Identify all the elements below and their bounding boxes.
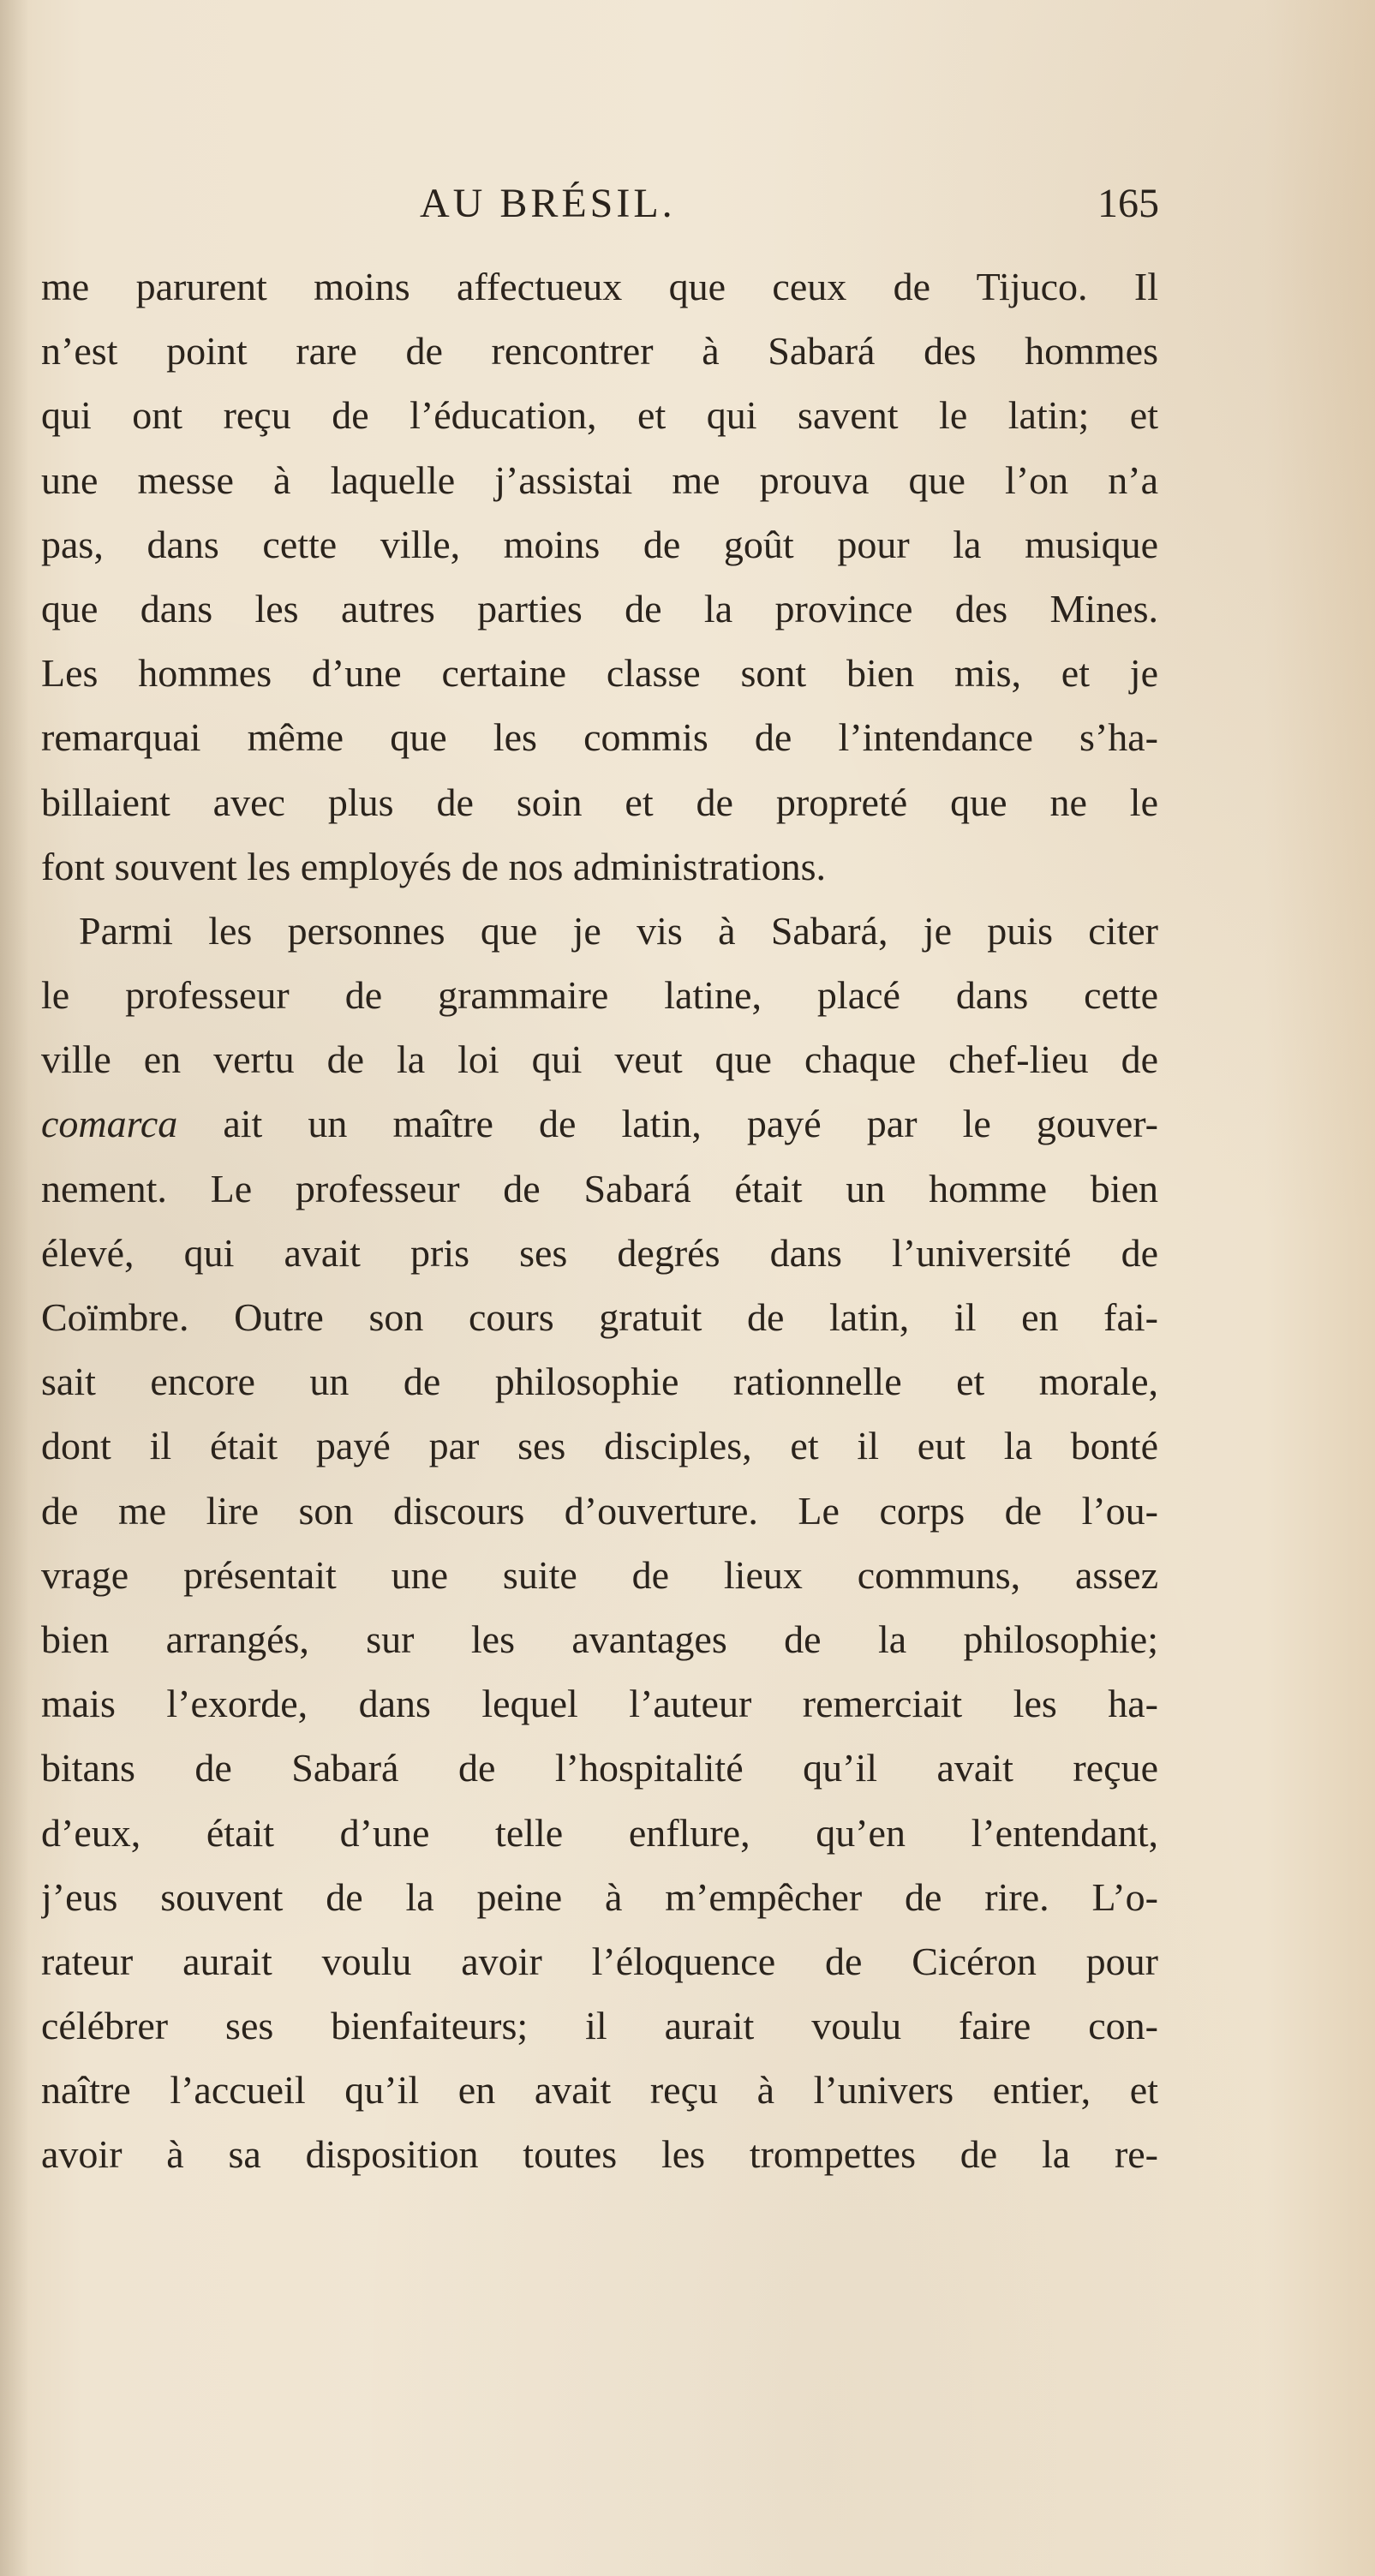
text-line: vrage présentait une suite de lieux communs, assez — [41, 1552, 1158, 1597]
text-line: bitans de Sabará de l’hospitalité qu’il avait reçue — [41, 1746, 1158, 1790]
text-line: Les hommes d’une certaine classe sont bien mis, et je — [41, 651, 1158, 696]
page-gutter-shadow — [0, 0, 29, 2576]
text-line: élevé, qui avait pris ses degrés dans l’université de — [41, 1230, 1158, 1275]
text-line: j’eus souvent de la peine à m’empêcher de rire. L’o- — [41, 1874, 1158, 1919]
text-line: le professeur de grammaire latine, placé dans cette — [41, 973, 1158, 1018]
text-line: n’est point rare de rencontrer à Sabará des hommes — [41, 329, 1158, 374]
text-line: que dans les autres parties de la province des Mines. — [41, 586, 1158, 631]
text-line-rest: ait un maître de latin, payé par le gouver- — [223, 1102, 1158, 1146]
text-line: Coïmbre. Outre son cours gratuit de latin, il en fai- — [41, 1295, 1158, 1339]
running-head — [41, 178, 1158, 230]
text-line: billaient avec plus de soin et de propreté que ne le — [41, 780, 1158, 824]
text-line: d’eux, était d’une telle enflure, qu’en l’entendant, — [41, 1810, 1158, 1855]
text-line: remarquai même que les commis de l’intendance s’ha- — [41, 715, 1158, 760]
text-line: naître l’accueil qu’il en avait reçu à l’univers entier, et — [41, 2068, 1158, 2113]
text-line: célébrer ses bienfaiteurs; il aurait voulu faire con- — [41, 2004, 1158, 2048]
running-head-title: AU BRÉSIL. — [420, 181, 676, 226]
text-line: sait encore un de philosophie rationnelle et morale, — [41, 1360, 1158, 1404]
text-line: rateur aurait voulu avoir l’éloquence de Cicéron pour — [41, 1939, 1158, 1983]
text-line: ville en vertu de la loi qui veut que chaque chef-lieu de — [41, 1037, 1158, 1082]
text-line: nement. Le professeur de Sabará était un homme bien — [41, 1166, 1158, 1210]
text-line: qui ont reçu de l’éducation, et qui savent le latin; et — [41, 393, 1158, 438]
text-line: pas, dans cette ville, moins de goût pour la musique — [41, 522, 1158, 566]
text-line-paragraph-end: font souvent les employés de nos administrations. — [41, 844, 827, 888]
italic-term-comarca: comarca — [41, 1102, 178, 1146]
text-line: avoir à sa disposition toutes les trompettes de la re- — [41, 2132, 1158, 2177]
text-line-with-italic — [41, 1091, 1158, 1156]
text-line: dont il était payé par ses disciples, et il eut la bonté — [41, 1424, 1158, 1468]
body-text — [41, 254, 1158, 2187]
page-number: 165 — [1097, 181, 1159, 226]
text-line: bien arrangés, sur les avantages de la philosophie; — [41, 1617, 1158, 1661]
text-line: me parurent moins affectueux que ceux de Tijuco. Il — [41, 265, 1158, 308]
text-line-paragraph-start: Parmi les personnes que je vis à Sabará, je puis citer — [79, 908, 1158, 953]
text-line: de me lire son discours d’ouverture. Le corps de l’ou- — [41, 1488, 1158, 1533]
text-line: une messe à laquelle j’assistai me prouva que l’on n’a — [41, 457, 1158, 502]
text-line: mais l’exorde, dans lequel l’auteur remerciait les ha- — [41, 1682, 1158, 1726]
